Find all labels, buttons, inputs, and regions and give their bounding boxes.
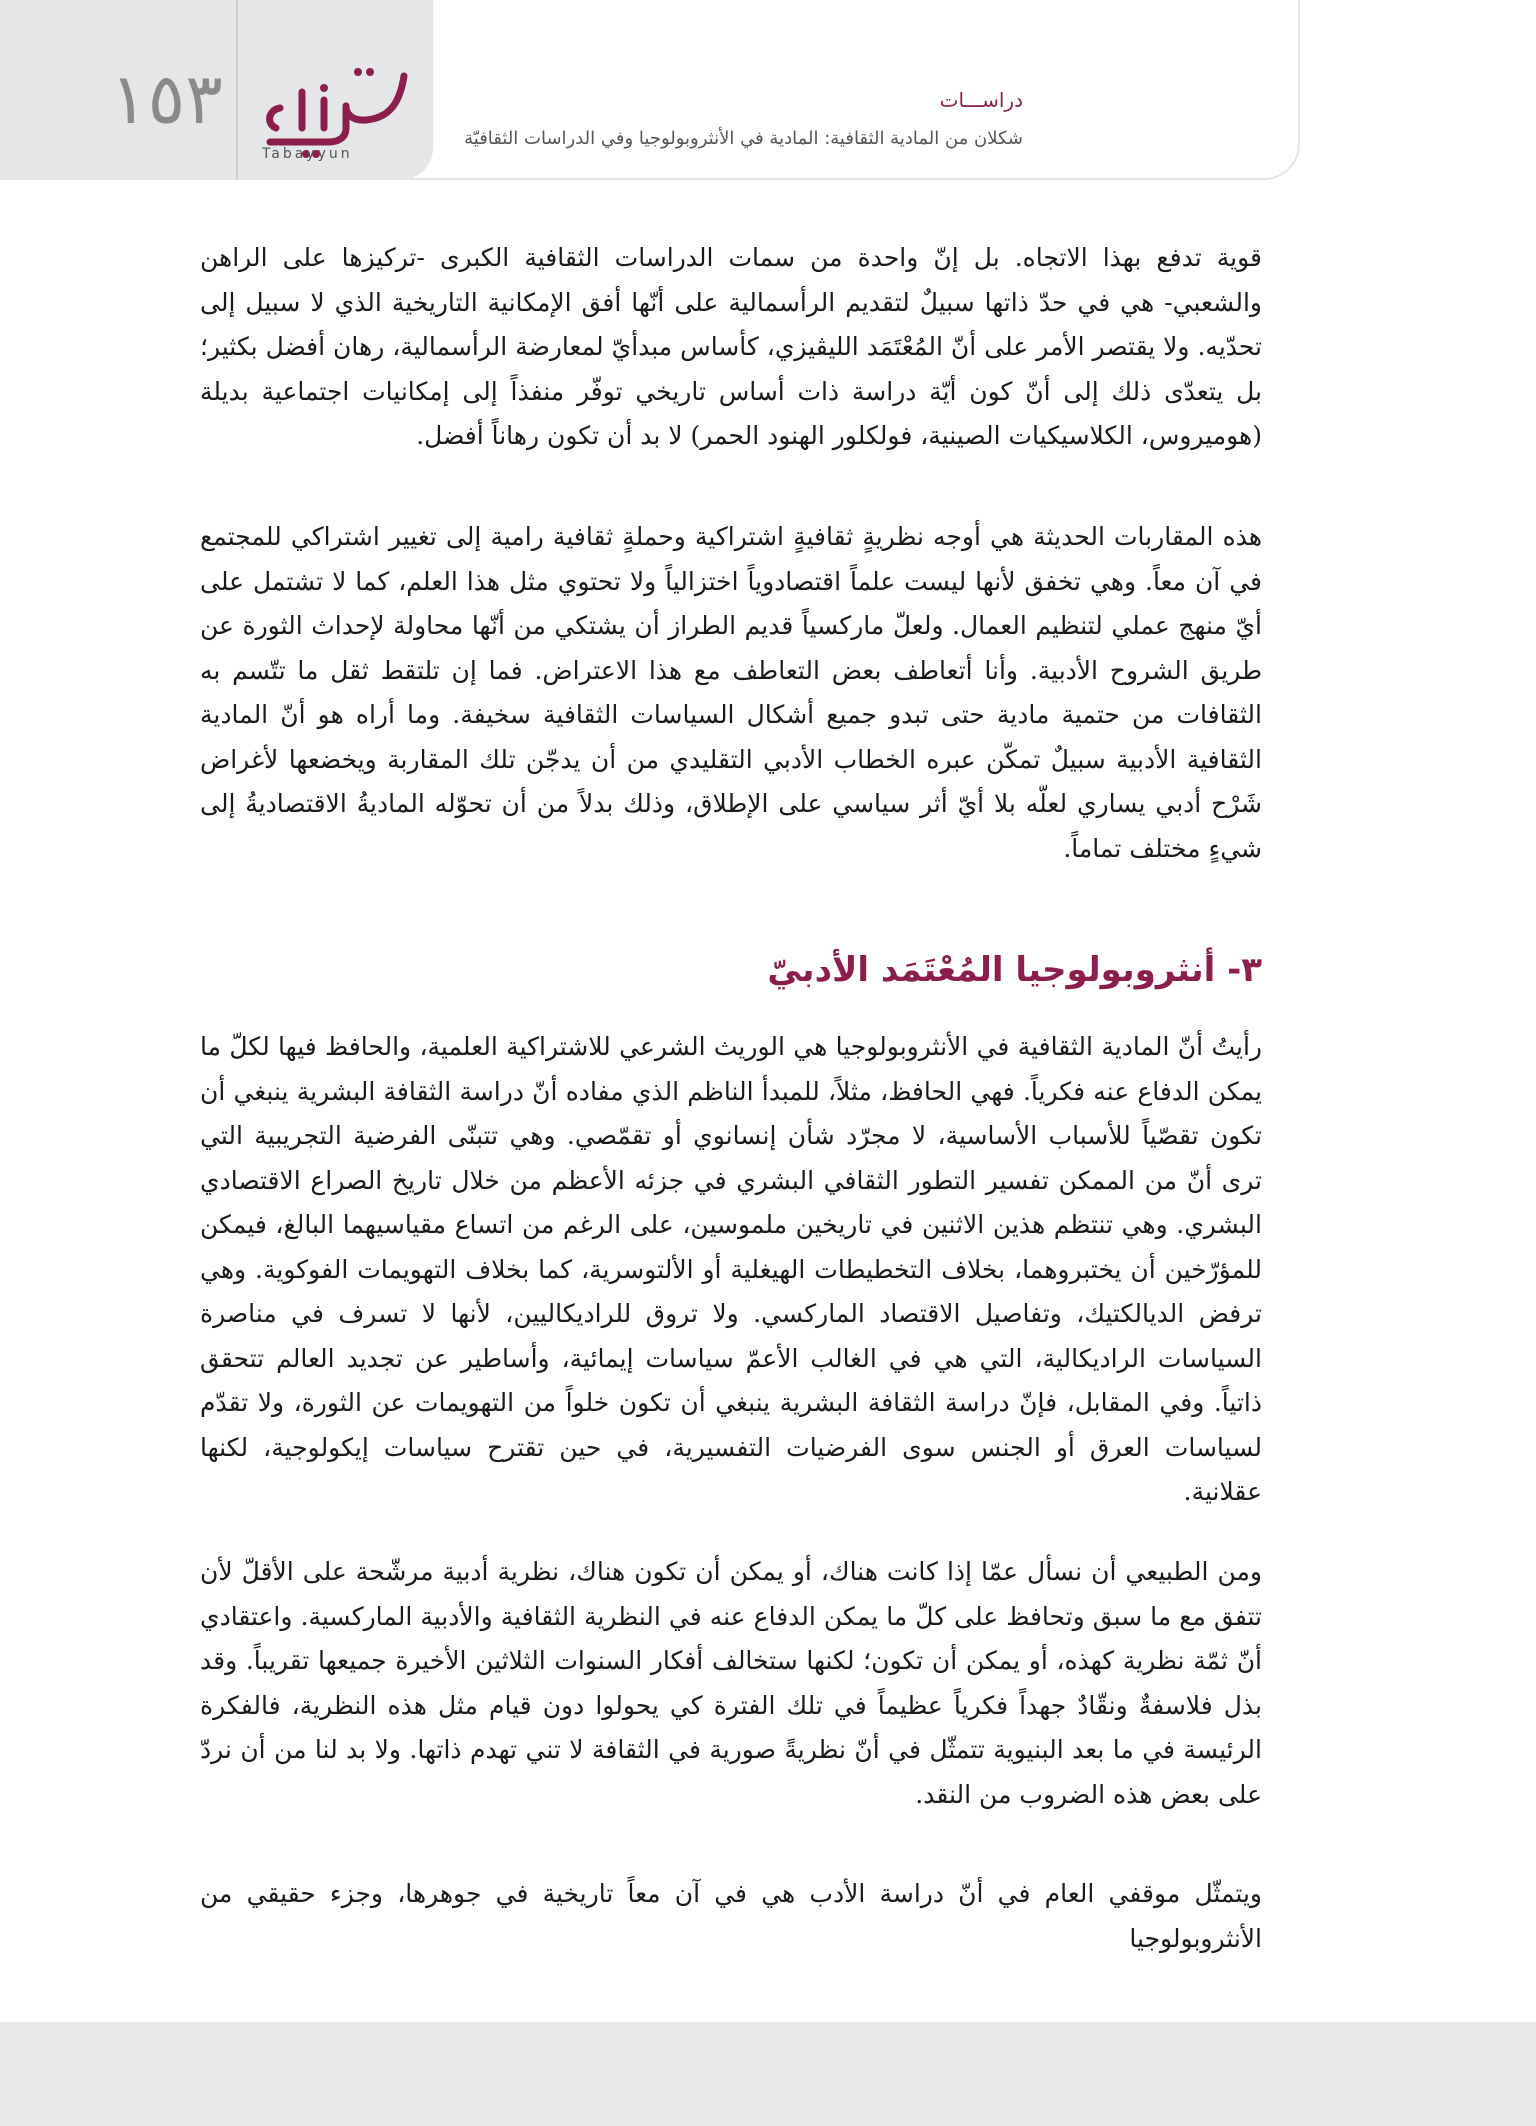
body-block-5 [200,1872,1262,1961]
body-block-1 [200,236,1262,459]
running-title: شكلان من المادية الثقافية: المادية في الأنثروبولوجيا وفي الدراسات الثقافيّة [464,128,1023,149]
body-block-2 [200,515,1262,871]
section-heading: ٣- أنثروبولوجيا المُعْتَمَد الأدبيّ [767,950,1262,990]
page-number: ١٥٣ [110,58,223,140]
section-label: دراســـات [939,88,1023,112]
paragraph-4: ومن الطبيعي أن نسأل عمّا إذا كانت هناك، أو يمكن أن تكون هناك، نظرية أدبية مرشّحة على الأقلّ لأن تتفق مع ما سبق وتحافظ على كلّ ما يمكن الدفاع عنه في النظرية الثقافية والأدبية الماركسية. واعتقادي أنّ ثمّة نظرية كهذه، أو يمكن أن تكون؛ لكنها ستخالف أفكار السنوات الثلاثين الأخيرة جميعها تقريباً. وقد بذل فلاسفةٌ ونقّادٌ جهداً فكرياً عظيماً في تلك الفترة كي يحولوا دون قيام مثل هذه النظرية، فالفكرة الرئيسة في ما بعد البنيوية تتمثّل في أنّ نظريةً صورية في الثقافة لا تني تهدم ذاتها. ولا بد لنا من أن نردّ على بعض هذه الضروب من النقد. [200,1557,1262,1809]
footer-band [0,2022,1536,2126]
body-block-4 [200,1550,1262,1817]
paragraph-1: قوية تدفع بهذا الاتجاه. بل إنّ واحدة من سمات الدراسات الثقافية الكبرى -تركيزها على الراهن والشعبي- هي في حدّ ذاتها سبيلٌ لتقديم الرأسمالية على أنّها أفق الإمكانية التاريخية الذي لا سبيل إلى تحدّيه. ولا يقتصر الأمر على أنّ المُعْتَمَد الليڤيزي، كأساس مبدأيّ لمعارضة الرأسمالية، رهان أفضل بكثير؛ بل يتعدّى ذلك إلى أنّ كون أيّة دراسة ذات أساس تاريخي توفّر منفذاً إلى إمكانيات اجتماعية بديلة (هوميروس، الكلاسيكيات الصينية، فولكلور الهنود الحمر) لا بد أن تكون رهاناً أفضل. [200,243,1262,450]
body-block-3 [200,1025,1262,1515]
header-divider [236,0,238,180]
paragraph-3: رأيتُ أنّ المادية الثقافية في الأنثروبولوجيا هي الوريث الشرعي للاشتراكية العلمية، والحافظ فيها لكلّ ما يمكن الدفاع عنه فكرياً. فهي الحافظ، مثلاً، للمبدأ الناظم الذي مفاده أنّ دراسة الثقافة البشرية ينبغي أن تكون تقصّياً للأسباب الأساسية، لا مجرّد شأن إنسانوي أو تقمّصي. وهي تتبنّى الفرضية التجريبية التي ترى أنّ من الممكن تفسير التطور الثقافي البشري في جزئه الأعظم من خلال تاريخ الصراع الاقتصادي البشري. وهي تنتظم هذين الاثنين في تاريخين ملموسين، على الرغم من اتساع مقياسيهما البالغ، فيمكن للمؤرّخين أن يختبروهما، بخلاف التخطيطات الهيغلية أو الألتوسرية، كما بخلاف التهويمات الفوكوية. وهي ترفض الديالكتيك، وتفاصيل الاقتصاد الماركسي. ولا تروق للراديكاليين، لأنها لا تسرف في مناصرة السياسات الراديكالية، التي هي في الغالب الأعمّ سياسات إيمائية، وأساطير عن تجديد العالم تتحقق ذاتياً. وفي المقابل، فإنّ دراسة الثقافة البشرية ينبغي أن تكون خلواً من التهويمات عن الثورة، ولا تقدّم لسياسات العرق أو الجنس سوى الفرضيات التفسيرية، في حين تقترح سياسات إيكولوجية، لكنها عقلانية. [200,1032,1262,1506]
page-header [0,0,1300,180]
paragraph-5: ويتمثّل موقفي العام في أنّ دراسة الأدب هي في آن معاً تاريخية في جوهرها، وجزء حقيقي من الأنثروبولوجيا [200,1879,1262,1953]
logo-latin-text: Tabayyun [262,146,353,162]
paragraph-2: هذه المقاربات الحديثة هي أوجه نظريةٍ ثقافيةٍ اشتراكية وحملةٍ ثقافية رامية إلى تغيير اشتراكي للمجتمع في آن معاً. وهي تخفق لأنها ليست علماً اقتصادوياً اختزالياً ولا تحتوي مثل هذا العلم، كما لا تشتمل على أيّ منهج عملي لتنظيم العمال. ولعلّ ماركسياً قديم الطراز أن يشتكي من أنّها محاولة لإحداث الثورة عن طريق الشروح الأدبية. وأنا أتعاطف بعض التعاطف مع هذا الاعتراض. فما إن تلتقط ثقل ما تتّسم به الثقافات من حتمية مادية حتى تبدو جميع أشكال السياسات الثقافية سخيفة. وما أراه هو أنّ المادية الثقافية الأدبية سبيلٌ تمكّن عبره الخطاب الأدبي التقليدي من أن يدجّن تلك المقاربة ويخضعها لأغراض شَرْح أدبي يساري لعلّه بلا أيّ أثر سياسي على الإطلاق، وذلك بدلاً من أن تحوّله الماديةُ الاقتصاديةُ إلى شيءٍ مختلف تماماً. [200,522,1262,863]
